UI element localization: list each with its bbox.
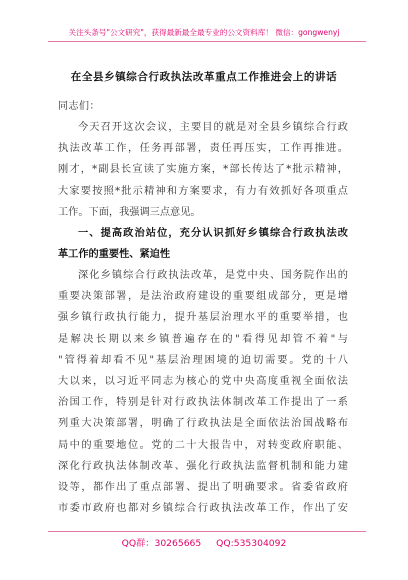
qq-group-text: QQ群：30265665 [121,538,202,549]
paragraph-line: 工作。下面，我强调三点意见。 [58,206,201,218]
qq-text: QQ:535304092 [216,538,287,549]
paragraph-line: 市委市政府也都对乡镇综合行政执法改革工作，作出了安 [58,503,348,515]
paragraph-line: 大家要按照*批示精神和方案要求，有力有效抓好各项重点 [58,185,348,197]
paragraph-line: 列重大决策部署，明确了行政执法是全面依法治国战略布 [58,418,348,430]
paragraph-line: 大以来，以习近平同志为核心的党中央高度重视全面依法 [58,375,348,387]
paragraph-line: 治国工作，特别是针对行政执法体制改革工作提出了一系 [58,397,348,409]
footer-banner [0,535,408,549]
document-title: 在全县乡镇综合行政执法改革重点工作推进会上的讲话 [70,71,338,83]
heading-line: 一、提高政治站位，充分认识抓好乡镇综合行政执法改 [78,227,348,239]
header-divider [48,41,366,42]
paragraph-line: 局中的重要地位。党的二十大报告中，对转变政府职能、 [58,439,348,451]
section-heading-1 [58,223,348,265]
paragraph-2 [58,265,348,519]
paragraph-line: 今天召开这次会议，主要目的就是对全县乡镇综合行政 [78,122,348,133]
paragraph-line: 强乡镇行政执行能力，提升基层治理水平的重要举措，也 [58,312,348,324]
paragraph-line: 深化乡镇综合行政执法改革，是党中央、国务院作出的 [78,270,348,281]
paragraph-line: 重要决策部署，是法治政府建设的重要组成部分，更是增 [58,291,348,303]
salutation: 同志们： [58,101,100,112]
paragraph-line: "管得着却看不见"基层治理困境的迫切需要。党的十八 [58,354,348,366]
footer-divider [48,531,366,532]
paragraph-line: 刚才，*副县长宣读了实施方案，*部长传达了*批示精神， [58,164,348,176]
paragraph-line: 是解决长期以来乡镇普遍存在的"看得见却管不着"与 [58,333,348,345]
paragraph-line: 设等，都作出了重点部署、提出了明确要求。省委省政府 [58,481,348,493]
paragraph-line: 深化行政执法体制改革、强化行政执法监督机制和能力建 [58,460,348,472]
heading-line: 革工作的重要性、紧迫性 [58,248,171,261]
paragraph-line: 执法改革工作，任务再部署，责任再压实，工作再推进。 [58,143,348,155]
header-banner: 关注头条号"公文研究"，获得最新最全最专业的公文资料库！ 微信：gongwenyj [68,28,340,37]
paragraph-1 [58,117,348,223]
